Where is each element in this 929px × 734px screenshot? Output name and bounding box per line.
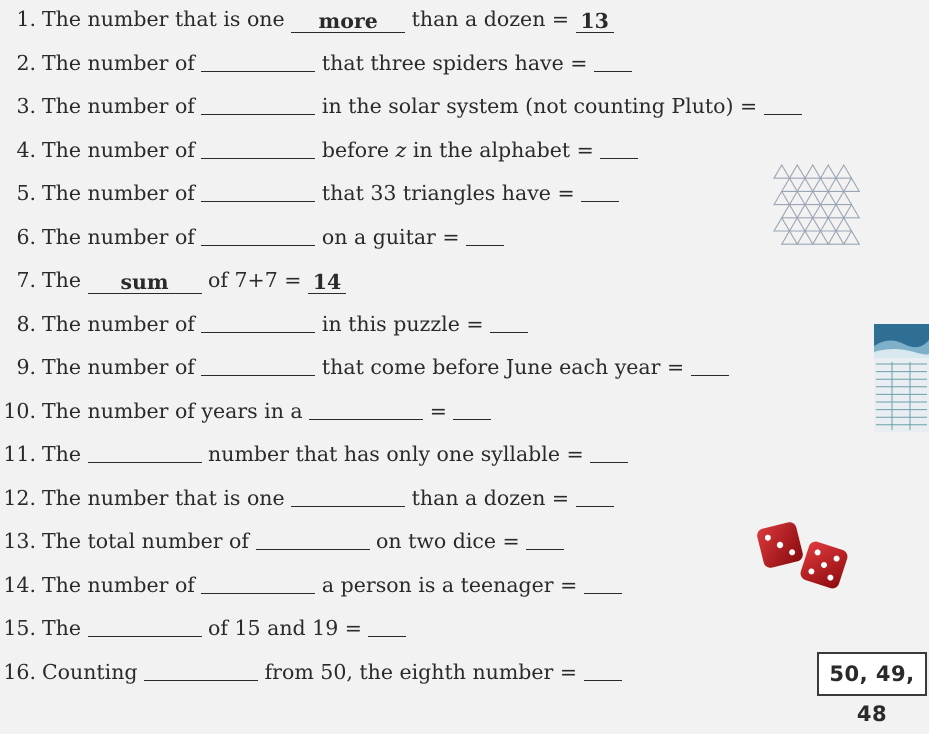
answer-blank[interactable] <box>368 614 406 637</box>
item-text: The <box>42 268 88 292</box>
puzzle-item <box>0 88 802 124</box>
item-text: of 7+7 = <box>201 268 308 292</box>
answer-blank[interactable]: 14 <box>308 271 346 294</box>
answer-blank[interactable] <box>466 223 504 246</box>
answer-blank[interactable]: 13 <box>576 10 614 33</box>
answer-blank[interactable] <box>576 484 614 507</box>
calendar-icon <box>874 324 929 432</box>
answer-blank[interactable] <box>600 136 638 159</box>
answer-blank[interactable] <box>526 527 564 550</box>
puzzle-item <box>0 306 528 342</box>
puzzle-item <box>0 523 564 559</box>
item-number: 12. <box>3 485 36 510</box>
item-text: The number of <box>42 311 202 336</box>
triangle-grid-icon <box>770 163 866 245</box>
item-number: 14. <box>3 572 36 597</box>
item-text: The <box>42 442 88 466</box>
item-text: on two dice = <box>369 529 527 553</box>
word-blank[interactable] <box>201 179 315 202</box>
item-text: The number that is one <box>42 485 292 510</box>
item-text: The number of <box>42 181 202 205</box>
puzzle-item <box>0 219 504 255</box>
word-blank[interactable] <box>201 571 315 594</box>
word-blank[interactable] <box>88 440 202 463</box>
puzzle-item <box>0 436 628 472</box>
item-text: = <box>423 398 454 423</box>
item-text: The number that is one <box>42 7 292 31</box>
item-text: in this puzzle = <box>315 311 491 336</box>
item-text: a person is a teenager = <box>315 572 584 597</box>
item-text: before <box>315 137 396 162</box>
item-text: that three spiders have = <box>315 50 594 75</box>
answer-blank[interactable] <box>584 571 622 594</box>
puzzle-item <box>0 349 729 385</box>
answer-blank[interactable] <box>691 353 729 376</box>
item-text: of 15 and 19 = <box>201 616 369 640</box>
answer-blank[interactable] <box>490 310 528 333</box>
puzzle-item <box>0 175 619 211</box>
item-text: that 33 triangles have = <box>315 181 582 205</box>
item-number: 13. <box>3 529 36 553</box>
item-text: The number of <box>42 137 202 162</box>
word-blank[interactable] <box>144 658 258 681</box>
item-number: 2. <box>16 50 36 75</box>
item-number: 5. <box>16 181 36 205</box>
item-number: 8. <box>16 311 36 336</box>
item-text: The <box>42 616 88 640</box>
item-number: 11. <box>3 442 36 466</box>
puzzle-item <box>0 654 622 690</box>
item-number: 3. <box>16 94 36 118</box>
item-number: 6. <box>16 224 36 249</box>
dice-icon <box>752 519 852 593</box>
puzzle-item <box>0 567 622 603</box>
item-text: in the alphabet = <box>406 137 601 162</box>
answer-blank[interactable] <box>581 179 619 202</box>
count-down-box: 50, 49, 48 <box>817 652 927 696</box>
item-number: 4. <box>16 137 36 162</box>
item-text: The total number of <box>42 529 256 553</box>
item-text: number that has only one syllable = <box>201 442 591 466</box>
item-text: than a dozen = <box>405 485 576 510</box>
puzzle-item <box>0 1 614 37</box>
word-blank[interactable] <box>201 223 315 246</box>
puzzle-item <box>0 393 491 429</box>
word-blank[interactable] <box>201 92 315 115</box>
puzzle-item <box>0 480 614 516</box>
word-blank[interactable] <box>201 310 315 333</box>
item-text: than a dozen = <box>405 7 576 31</box>
item-text: The number of <box>42 572 202 597</box>
answer-blank[interactable] <box>594 49 632 72</box>
item-text: on a guitar = <box>315 224 467 249</box>
word-blank[interactable] <box>201 136 315 159</box>
item-number: 9. <box>16 355 36 379</box>
item-number: 10. <box>3 398 36 423</box>
item-number: 1. <box>16 7 36 31</box>
item-text: in the solar system (not counting Pluto) = <box>315 94 764 118</box>
word-blank[interactable] <box>309 397 423 420</box>
puzzle-item <box>0 610 406 646</box>
puzzle-item <box>0 132 638 168</box>
word-blank[interactable] <box>291 484 405 507</box>
answer-blank[interactable] <box>590 440 628 463</box>
item-text: Counting <box>42 659 145 684</box>
word-blank[interactable] <box>88 614 202 637</box>
item-text: The number of <box>42 50 202 75</box>
item-text-italic: z <box>395 137 407 162</box>
item-text: that come before June each year = <box>315 355 691 379</box>
item-number: 16. <box>3 659 36 684</box>
puzzle-item <box>0 45 632 81</box>
word-blank[interactable] <box>201 49 315 72</box>
answer-blank[interactable] <box>764 92 802 115</box>
puzzle-item <box>0 262 346 298</box>
answer-blank[interactable] <box>584 658 622 681</box>
item-number: 15. <box>3 616 36 640</box>
item-text: from 50, the eighth number = <box>258 659 584 684</box>
item-number: 7. <box>16 268 36 292</box>
item-text: The number of <box>42 224 202 249</box>
word-blank[interactable] <box>201 353 315 376</box>
answer-blank[interactable] <box>453 397 491 420</box>
item-text: The number of <box>42 355 202 379</box>
word-blank[interactable]: more <box>291 10 405 33</box>
item-text: The number of years in a <box>42 398 310 423</box>
item-text: The number of <box>42 94 202 118</box>
word-blank[interactable]: sum <box>88 271 202 294</box>
word-blank[interactable] <box>256 527 370 550</box>
